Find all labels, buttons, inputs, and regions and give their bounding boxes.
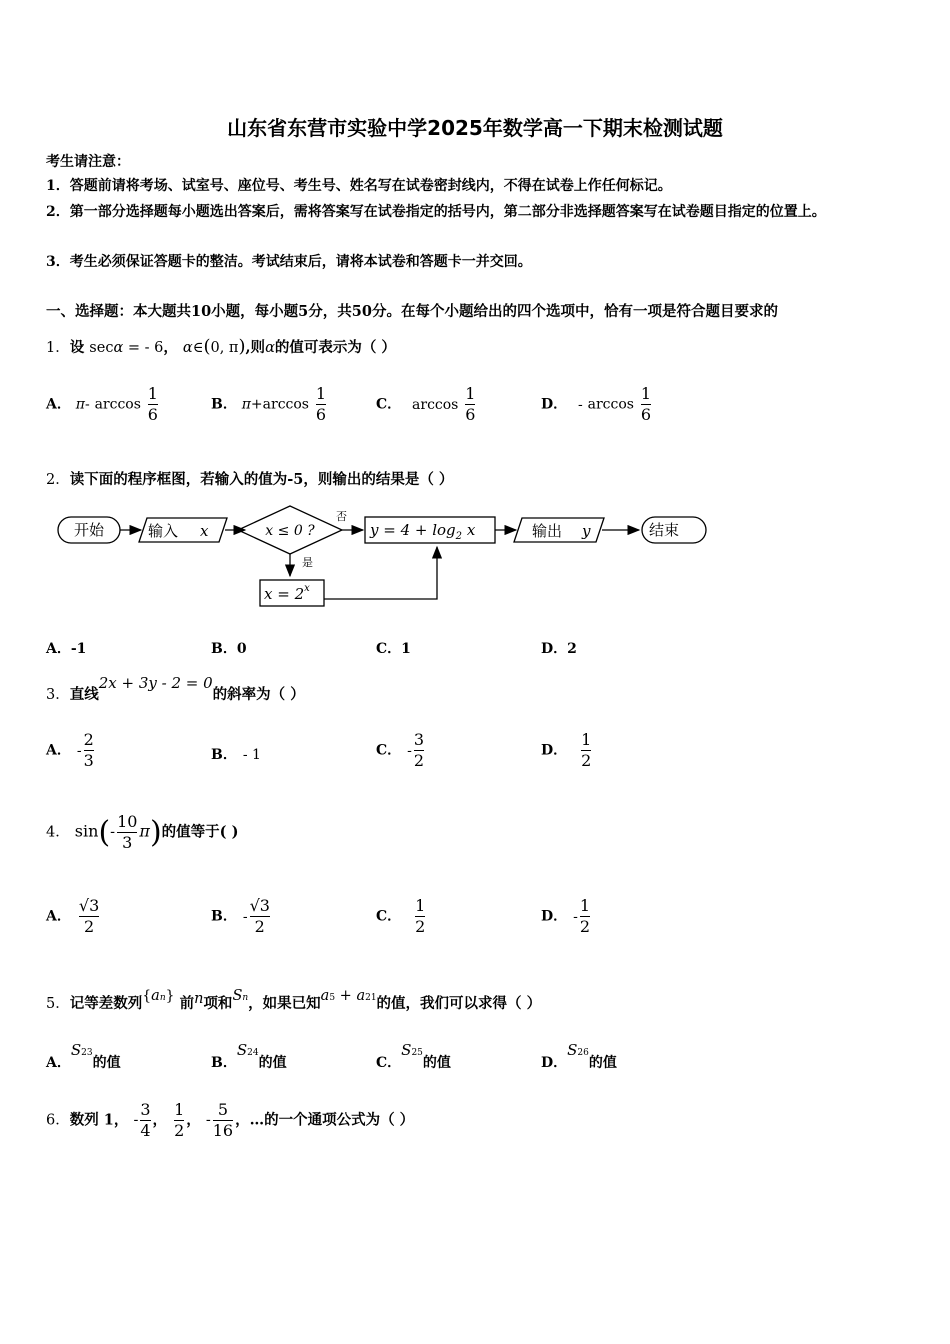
q1-option-b[interactable] <box>211 384 328 425</box>
q4-option-d[interactable]: D． - $\frac{1}{2}$ <box>541 896 591 936</box>
arccos-fn: arccos <box>412 396 459 413</box>
flow-no-label: 否 <box>336 510 347 523</box>
flow-input-var: x <box>200 522 209 540</box>
q1-eq: = - 6 <box>123 340 164 356</box>
section-heading: 一、选择题：本大题共10小题，每小题5分，共50分。在每个小题给出的四个选项中，恰有一项是符合题目要求的 <box>46 303 778 320</box>
flow-process-label: $y = 4 + \log_2 x$ <box>370 521 476 542</box>
flow-start-label: 开始 <box>73 521 105 539</box>
option-value: -1 <box>70 641 87 657</box>
sin-fn: sin <box>74 821 99 841</box>
notice-item-2: 2．第一部分选择题每小题选出答案后，需将答案写在试卷指定的括号内，第二部分非选择题答案写在试卷题目指定的位置上。 <box>46 204 826 220</box>
question-number: 2． <box>46 472 70 488</box>
pi-symbol: π <box>75 396 85 413</box>
flow-decision-label: x ≤ 0 ? <box>265 523 315 539</box>
arccos-fn: arccos <box>587 396 634 413</box>
option-value: 1 <box>401 641 411 657</box>
q3-post: 的斜率为（ ） <box>212 686 305 703</box>
q3-option-c[interactable]: C． - $\frac{3}{2}$ <box>376 730 425 770</box>
fraction: $\frac{√3}{2}$ <box>78 896 100 936</box>
notice-heading: 考生请注意： <box>46 154 130 170</box>
question-6: 6．数列 1， - $\frac{3}{4}$ ， $\frac{1}{2}$ ， - $\frac{5}{16}$ ，…的一个通项公式为（ ） <box>46 1100 415 1140</box>
q2-option-a[interactable]: A．-1 <box>46 641 87 657</box>
q1-post2: 的值可表示为（ ） <box>274 339 396 356</box>
q4-option-b[interactable]: B． - $\frac{√3}{2}$ <box>211 896 270 936</box>
interval: 0, π <box>210 340 239 356</box>
fraction: $\frac{1}{2}$ <box>581 730 592 770</box>
q1-post: ,则 <box>245 339 266 356</box>
fraction: $\frac{10}{3}$ <box>117 812 138 852</box>
page-title: 山东省东营市实验中学2025年数学高一下期末检测试题 <box>227 116 723 140</box>
flow-assign-label: $x = 2^x$ <box>264 583 310 603</box>
flow-end-label: 结束 <box>648 521 680 539</box>
q3-option-d[interactable]: D． $\frac{1}{2}$ <box>541 730 592 770</box>
flow-input-label: 输入 <box>148 522 179 540</box>
minus-sign: - <box>84 396 90 413</box>
fraction: $\frac{3}{4}$ <box>140 1100 151 1140</box>
q5-option-d[interactable]: D．S26的值 <box>541 1041 617 1071</box>
pi-symbol: π <box>241 396 251 413</box>
fraction: $\frac{5}{16}$ <box>212 1100 234 1140</box>
alpha-symbol: α <box>182 340 193 356</box>
q3-option-b[interactable]: B． - 1 <box>211 747 261 763</box>
q2-option-c[interactable]: C．1 <box>376 641 411 657</box>
plus-sign: + <box>250 396 263 413</box>
question-number: 5． <box>46 996 70 1012</box>
question-2 <box>46 468 453 489</box>
question-number: 1． <box>46 340 70 356</box>
q3-option-a[interactable]: A． - $\frac{2}{3}$ <box>46 730 94 770</box>
sec-fn: sec <box>89 340 114 356</box>
sequence-term: a <box>151 988 160 1004</box>
q2-text: 读下面的程序框图，若输入的值为-5，则输出的结果是（ ） <box>69 471 454 488</box>
minus-sign: - <box>578 396 583 413</box>
fraction: $\frac{1}{6}$ <box>465 384 476 424</box>
fraction: $\frac{1}{2}$ <box>415 896 426 936</box>
question-5: 5．记等差数列{an} 前n项和Sn，如果已知a5 + a21的值，我们可以求得（ ） <box>46 988 542 1012</box>
q2-option-b[interactable]: B．0 <box>211 641 247 657</box>
q1-option-a[interactable] <box>46 384 160 425</box>
flow-yes-label: 是 <box>302 556 313 569</box>
notice-item-1: 1．答题前请将考场、试室号、座位号、考生号、姓名写在试卷密封线内，不得在试卷上作任何标记。 <box>46 178 672 194</box>
fraction: $\frac{1}{6}$ <box>147 384 158 424</box>
fraction: $\frac{1}{2}$ <box>579 896 591 936</box>
q4-option-a[interactable]: A． $\frac{√3}{2}$ <box>46 896 100 936</box>
arccos-fn: arccos <box>94 396 141 413</box>
sum-symbol: S <box>232 988 243 1004</box>
notice-item-3: 3．考生必须保证答题卡的整洁。考试结束后，请将本试卷和答题卡一并交回。 <box>46 254 532 270</box>
q5-option-c[interactable]: C．S25的值 <box>376 1041 451 1071</box>
q1-pre: 设 <box>69 339 85 356</box>
line-equation: 2x + 3y - 2 = 0 <box>98 674 213 692</box>
q4-post: 的值等于( ) <box>161 823 239 841</box>
question-1: 1．设 secα = - 6， α∈(0, π),则α的值可表示为（ ） <box>46 336 396 357</box>
q1-comma: ， <box>163 339 178 356</box>
option-value: 0 <box>236 641 247 657</box>
q4-option-c[interactable]: C． $\frac{1}{2}$ <box>376 896 426 936</box>
option-label: D． <box>541 396 568 413</box>
option-label: A． <box>46 396 71 413</box>
option-label: C． <box>376 396 402 413</box>
arccos-fn: arccos <box>262 396 309 413</box>
q5-option-a[interactable]: A．S23的值 <box>46 1041 121 1071</box>
option-value: 2 <box>567 641 577 657</box>
q5-option-b[interactable]: B．S24的值 <box>211 1041 287 1071</box>
fraction: $\frac{2}{3}$ <box>83 730 94 770</box>
flow-output-label: 输出 <box>532 522 563 540</box>
question-4: 4． sin(- $\frac{10}{3}$ π)的值等于( ) <box>46 812 239 852</box>
flowchart <box>50 500 720 615</box>
question-number: 3． <box>46 687 70 703</box>
q1-option-c[interactable] <box>376 384 477 425</box>
question-number: 4． <box>46 824 70 841</box>
option-label: B． <box>211 396 237 413</box>
question-3 <box>46 672 305 703</box>
q1-option-d[interactable] <box>541 384 653 425</box>
fraction: $\frac{1}{6}$ <box>640 384 652 424</box>
fraction: $\frac{1}{2}$ <box>174 1100 185 1140</box>
q3-pre: 直线 <box>69 686 99 703</box>
flow-output-var: y <box>582 522 591 540</box>
fraction: $\frac{1}{6}$ <box>315 384 327 424</box>
alpha-symbol: α <box>113 340 124 356</box>
element-of: ∈ <box>192 340 204 356</box>
fraction: $\frac{3}{2}$ <box>413 730 425 770</box>
fraction: $\frac{√3}{2}$ <box>249 896 270 936</box>
question-number: 6． <box>46 1112 70 1129</box>
q2-option-d[interactable]: D．2 <box>541 641 577 657</box>
alpha-symbol: α <box>265 340 275 356</box>
